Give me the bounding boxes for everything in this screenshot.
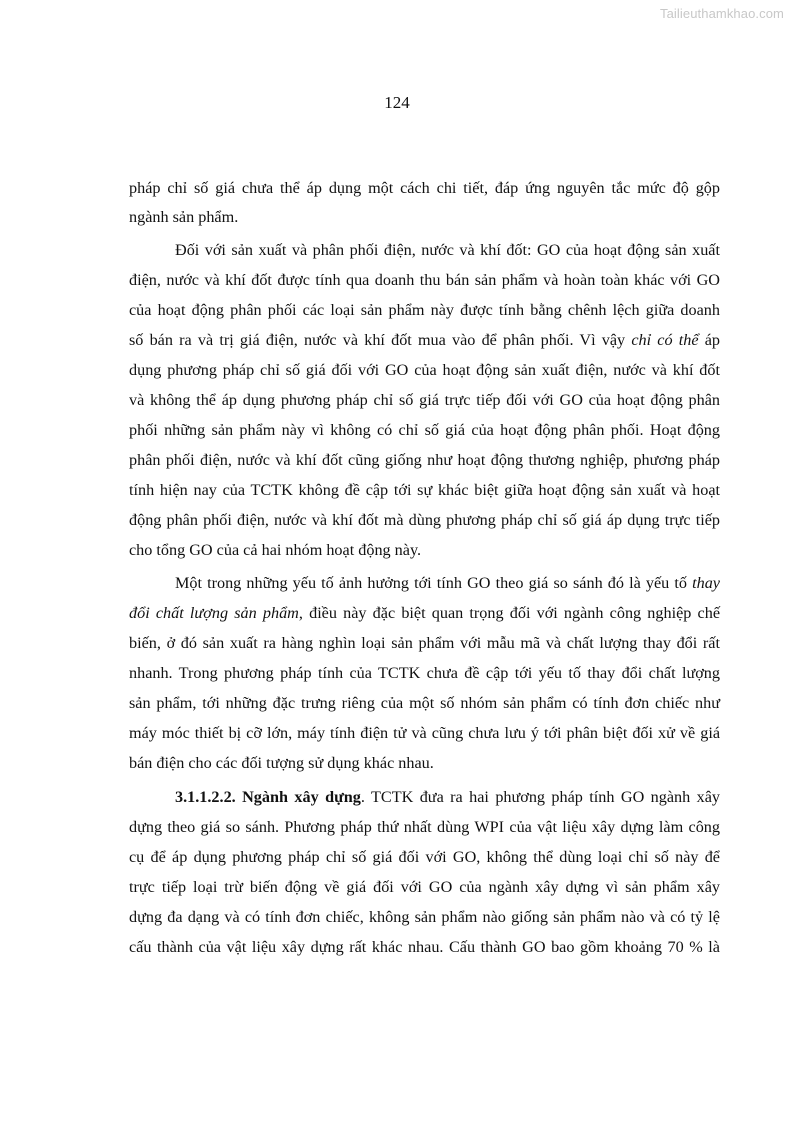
text-line: cụ để áp dụng phương pháp chỉ số giá đối với GO, không thể dùng loại chỉ số này để	[129, 848, 720, 866]
text-line-mixed	[175, 572, 720, 594]
text-span: Một trong những yếu tố ảnh hưởng tới tính GO theo giá so sánh đó là yếu tố	[175, 574, 693, 592]
section-heading: 3.1.1.2.2. Ngành xây dựng	[175, 788, 361, 806]
text-line: pháp chỉ số giá chưa thể áp dụng một cách chi tiết, đáp ứng nguyên tắc mức độ gộp	[129, 179, 720, 197]
text-line: dựng theo giá so sánh. Phương pháp thứ nhất dùng WPI của vật liệu xây dựng làm công	[129, 818, 720, 836]
text-line: dụng phương pháp chỉ số giá đối với GO của hoạt động sản xuất điện, nước và khí đốt	[129, 361, 720, 379]
text-line: phối những sản phẩm này vì không có chỉ số giá của hoạt động phân phối. Hoạt động	[129, 421, 720, 439]
text-span: . TCTK đưa ra hai phương pháp tính GO ngành xây	[360, 788, 720, 806]
italic-emphasis: đổi chất lượng sản phẩm	[129, 604, 299, 622]
text-line: trực tiếp loại trừ biến động về giá đối với GO của ngành xây dựng vì sản phẩm xây	[129, 878, 720, 896]
text-line: nhanh. Trong phương pháp tính của TCTK chưa đề cập tới yếu tố thay đổi chất lượng	[129, 664, 720, 682]
text-line: động phân phối điện, nước và khí đốt mà dùng phương pháp chỉ số giá áp dụng trực tiếp	[129, 511, 720, 529]
text-span: , điều này đặc biệt quan trọng đối với ngành công nghiệp chế	[298, 604, 721, 622]
text-line: Đối với sản xuất và phân phối điện, nước và khí đốt: GO của hoạt động sản xuất	[175, 241, 720, 259]
text-line-mixed	[129, 329, 720, 351]
text-line: của hoạt động phân phối các loại sản phẩm này được tính bằng chênh lệch giữa doanh	[129, 301, 720, 319]
section-heading-line	[175, 786, 720, 808]
text-line: tính hiện nay của TCTK không đề cập tới sự khác biệt giữa hoạt động sản xuất và hoạt	[129, 481, 720, 499]
italic-emphasis: chỉ có thể	[631, 331, 699, 349]
text-line: máy móc thiết bị cỡ lớn, máy tính điện tử và cũng chưa lưu ý tới phân biệt đối xử về giá	[129, 724, 720, 742]
text-line: và không thể áp dụng phương pháp chỉ số giá trực tiếp đối với GO của hoạt động phân	[129, 391, 720, 409]
text-line: bán điện cho các đối tượng sử dụng khác nhau.	[129, 754, 434, 772]
text-line: biến, ở đó sản xuất ra hàng nghìn loại sản phẩm với mẫu mã và chất lượng thay đổi rất	[129, 634, 720, 652]
text-line: cho tổng GO của cả hai nhóm hoạt động này.	[129, 541, 422, 559]
italic-emphasis: thay	[692, 574, 720, 592]
text-line: phân phối điện, nước và khí đốt cũng giống như hoạt động thương nghiệp, phương pháp	[129, 451, 720, 469]
text-line: dựng đa dạng và có tính đơn chiếc, không sản phẩm nào giống sản phẩm nào và có tỷ lệ	[129, 908, 720, 926]
watermark: Tailieuthamkhao.com	[659, 6, 784, 21]
text-line: điện, nước và khí đốt được tính qua doanh thu bán sản phẩm và hoàn toàn khác với GO	[129, 271, 720, 289]
text-line: cấu thành của vật liệu xây dựng rất khác nhau. Cấu thành GO bao gồm khoảng 70 % là	[129, 938, 720, 956]
text-span: số bán ra và trị giá điện, nước và khí đốt mua vào để phân phối. Vì vậy	[129, 331, 632, 349]
text-line: sản phẩm, tới những đặc trưng riêng của một số nhóm sản phẩm có tính đơn chiếc như	[129, 694, 720, 712]
text-line-mixed	[129, 602, 720, 624]
text-span: áp	[698, 331, 720, 349]
page-number: 124	[384, 93, 410, 112]
text-line: ngành sản phẩm.	[129, 208, 239, 226]
